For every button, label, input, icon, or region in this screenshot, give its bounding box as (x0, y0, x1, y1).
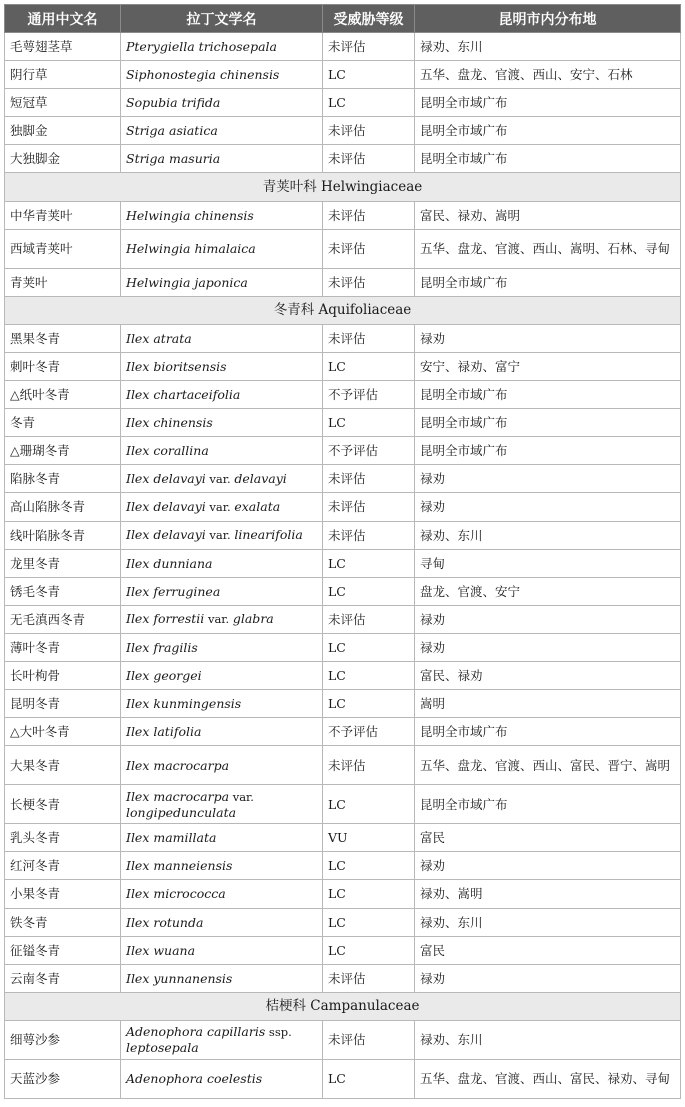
common-name-cell: 独脚金 (5, 117, 121, 145)
common-name-cell: 大独脚金 (5, 145, 121, 173)
common-name-cell: 龙里冬青 (5, 549, 121, 577)
family-name: 青荚叶科 Helwingiaceae (5, 173, 681, 201)
common-name-cell: 黑果冬青 (5, 324, 121, 352)
distribution-cell: 五华、盘龙、官渡、西山、安宁、石林 (415, 61, 681, 89)
table-row (5, 605, 681, 633)
distribution-cell: 昆明全市域广布 (415, 409, 681, 437)
common-name-cell: 云南冬青 (5, 964, 121, 992)
common-name-cell: 大果冬青 (5, 746, 121, 785)
common-name-cell: 毛萼翅茎草 (5, 33, 121, 61)
threat-level-cell: LC (323, 1059, 415, 1098)
table-row (5, 201, 681, 229)
distribution-cell: 富民 (415, 936, 681, 964)
distribution-cell: 禄劝、东川 (415, 1020, 681, 1059)
threat-level-cell: 未评估 (323, 605, 415, 633)
latin-name-part: Ilex manneiensis (126, 858, 233, 874)
threat-level-cell: LC (323, 785, 415, 824)
latin-name-cell (121, 690, 323, 718)
latin-name-cell (121, 465, 323, 493)
header-row (5, 5, 681, 33)
latin-name-part: leptosepala (126, 1040, 199, 1056)
family-name: 桔梗科 Campanulaceae (5, 992, 681, 1020)
table-row (5, 465, 681, 493)
table-row (5, 409, 681, 437)
rank-marker: var. (204, 612, 233, 627)
distribution-cell: 富民、禄劝、嵩明 (415, 201, 681, 229)
threat-level-cell: 未评估 (323, 521, 415, 549)
common-name-cell: 昆明冬青 (5, 690, 121, 718)
latin-name-part: exalata (234, 498, 281, 514)
common-name-cell: 薄叶冬青 (5, 633, 121, 661)
threat-level-cell: LC (323, 633, 415, 661)
table-row (5, 33, 681, 61)
header-distribution: 昆明市内分布地 (415, 5, 681, 33)
threat-level-cell: LC (323, 352, 415, 380)
latin-name-cell (121, 33, 323, 61)
rank-marker: var. (229, 789, 254, 804)
table-row (5, 381, 681, 409)
latin-name-cell (121, 381, 323, 409)
threat-level-cell: 未评估 (323, 746, 415, 785)
common-name-cell: 青荚叶 (5, 268, 121, 296)
threat-level-cell: LC (323, 89, 415, 117)
common-name-cell: 天蓝沙参 (5, 1059, 121, 1098)
threat-level-cell: 未评估 (323, 465, 415, 493)
latin-name-cell (121, 605, 323, 633)
common-name-cell: 陷脉冬青 (5, 465, 121, 493)
distribution-cell: 富民 (415, 824, 681, 852)
latin-name-part: Ilex mamillata (126, 830, 217, 846)
latin-name-part: Helwingia chinensis (126, 207, 254, 223)
table-row (5, 785, 681, 824)
latin-name-cell (121, 1020, 323, 1059)
table-row (5, 61, 681, 89)
latin-name-part: Ilex kunmingensis (126, 696, 242, 712)
latin-name-cell (121, 145, 323, 173)
distribution-cell: 禄劝 (415, 324, 681, 352)
threat-level-cell: 不予评估 (323, 437, 415, 465)
threat-level-cell: 未评估 (323, 1020, 415, 1059)
table-row (5, 493, 681, 521)
distribution-cell: 昆明全市域广布 (415, 381, 681, 409)
latin-name-part: Striga asiatica (126, 123, 218, 139)
common-name-cell: 细萼沙参 (5, 1020, 121, 1059)
common-name-cell: 小果冬青 (5, 880, 121, 908)
latin-name-cell (121, 89, 323, 117)
latin-name-cell (121, 493, 323, 521)
distribution-cell: 禄劝 (415, 633, 681, 661)
latin-name-cell (121, 746, 323, 785)
header-common-name: 通用中文名 (5, 5, 121, 33)
distribution-cell: 昆明全市域广布 (415, 718, 681, 746)
threat-level-cell: LC (323, 908, 415, 936)
distribution-cell: 昆明全市域广布 (415, 145, 681, 173)
threat-level-cell: 不予评估 (323, 381, 415, 409)
latin-name-part: Ilex wuana (126, 942, 196, 958)
header-latin-name: 拉丁文学名 (121, 5, 323, 33)
threat-level-cell: LC (323, 880, 415, 908)
latin-name-part: Sopubia trifida (126, 95, 221, 111)
distribution-cell: 昆明全市域广布 (415, 117, 681, 145)
threat-level-cell: LC (323, 577, 415, 605)
latin-name-cell (121, 117, 323, 145)
latin-name-cell (121, 268, 323, 296)
table-row (5, 824, 681, 852)
table-row (5, 852, 681, 880)
latin-name-part: glabra (232, 611, 274, 627)
latin-name-cell (121, 908, 323, 936)
distribution-cell: 寻甸 (415, 549, 681, 577)
threat-level-cell: LC (323, 690, 415, 718)
latin-name-part: Ilex dunniana (126, 555, 213, 571)
latin-name-part: Ilex delavayi (126, 527, 206, 543)
latin-name-cell (121, 633, 323, 661)
distribution-cell: 禄劝 (415, 493, 681, 521)
latin-name-cell (121, 409, 323, 437)
latin-name-part: Ilex delavayi (126, 498, 206, 514)
threat-level-cell: 未评估 (323, 33, 415, 61)
family-header-row (5, 992, 681, 1020)
distribution-cell: 五华、盘龙、官渡、西山、嵩明、石林、寻甸 (415, 229, 681, 268)
common-name-cell: 阴行草 (5, 61, 121, 89)
latin-name-part: Ilex yunnanensis (126, 970, 233, 986)
table-row (5, 1020, 681, 1059)
latin-name-part: Ilex latifolia (126, 724, 202, 740)
table-row (5, 661, 681, 689)
latin-name-part: Ilex forrestii (126, 611, 205, 627)
distribution-cell: 五华、盘龙、官渡、西山、富民、晋宁、嵩明 (415, 746, 681, 785)
threat-level-cell: 未评估 (323, 964, 415, 992)
distribution-cell: 安宁、禄劝、富宁 (415, 352, 681, 380)
latin-name-cell (121, 824, 323, 852)
threat-level-cell: 未评估 (323, 324, 415, 352)
common-name-cell: △大叶冬青 (5, 718, 121, 746)
distribution-cell: 禄劝、东川 (415, 521, 681, 549)
latin-name-cell (121, 201, 323, 229)
latin-name-part: Ilex chinensis (126, 415, 213, 431)
threat-level-cell: 未评估 (323, 145, 415, 173)
table-row (5, 633, 681, 661)
threat-level-cell: 未评估 (323, 268, 415, 296)
latin-name-part: Ilex delavayi (126, 470, 206, 486)
latin-name-part: Ilex ferruginea (126, 583, 221, 599)
table-row (5, 145, 681, 173)
threat-level-cell: 未评估 (323, 229, 415, 268)
latin-name-part: Ilex micrococca (126, 886, 226, 902)
common-name-cell: 乳头冬青 (5, 824, 121, 852)
distribution-cell: 禄劝、嵩明 (415, 880, 681, 908)
distribution-cell: 盘龙、官渡、安宁 (415, 577, 681, 605)
table-row (5, 549, 681, 577)
table-row (5, 268, 681, 296)
distribution-cell: 五华、盘龙、官渡、西山、富民、禄劝、寻甸 (415, 1059, 681, 1098)
latin-name-cell (121, 549, 323, 577)
common-name-cell: 中华青荚叶 (5, 201, 121, 229)
threat-level-cell: LC (323, 409, 415, 437)
threat-level-cell: LC (323, 549, 415, 577)
distribution-cell: 禄劝 (415, 852, 681, 880)
table-row (5, 324, 681, 352)
threat-level-cell: LC (323, 61, 415, 89)
common-name-cell: 短冠草 (5, 89, 121, 117)
distribution-cell: 禄劝 (415, 465, 681, 493)
latin-name-cell (121, 352, 323, 380)
distribution-cell: 禄劝 (415, 605, 681, 633)
latin-name-part: Pterygiella trichosepala (126, 39, 277, 55)
common-name-cell: 铁冬青 (5, 908, 121, 936)
latin-name-part: Ilex corallina (126, 443, 209, 459)
latin-name-cell (121, 964, 323, 992)
latin-name-part: Helwingia japonica (126, 274, 248, 290)
latin-name-part: Striga masuria (126, 151, 221, 167)
table-row (5, 964, 681, 992)
threat-level-cell: 未评估 (323, 493, 415, 521)
common-name-cell: 冬青 (5, 409, 121, 437)
latin-name-part: Ilex fragilis (126, 639, 198, 655)
distribution-cell: 禄劝、东川 (415, 33, 681, 61)
distribution-cell: 昆明全市域广布 (415, 89, 681, 117)
common-name-cell: 锈毛冬青 (5, 577, 121, 605)
table-row (5, 746, 681, 785)
table-row (5, 690, 681, 718)
latin-name-cell (121, 61, 323, 89)
latin-name-part: Ilex macrocarpa (126, 788, 230, 804)
rank-marker: var. (205, 499, 235, 514)
common-name-cell: 刺叶冬青 (5, 352, 121, 380)
common-name-cell: 征镒冬青 (5, 936, 121, 964)
table-header (5, 5, 681, 33)
common-name-cell: 西域青荚叶 (5, 229, 121, 268)
latin-name-part: Ilex georgei (126, 668, 202, 684)
common-name-cell: 红河冬青 (5, 852, 121, 880)
threat-level-cell: VU (323, 824, 415, 852)
latin-name-part: Ilex rotunda (126, 914, 204, 930)
distribution-cell: 昆明全市域广布 (415, 785, 681, 824)
latin-name-cell (121, 521, 323, 549)
table-body (5, 33, 681, 1099)
latin-name-cell (121, 1059, 323, 1098)
common-name-cell: 高山陷脉冬青 (5, 493, 121, 521)
species-table-container (4, 4, 680, 1099)
distribution-cell: 禄劝 (415, 964, 681, 992)
table-row (5, 117, 681, 145)
distribution-cell: 富民、禄劝 (415, 661, 681, 689)
latin-name-cell (121, 437, 323, 465)
species-table (4, 4, 681, 1099)
table-row (5, 521, 681, 549)
table-row (5, 908, 681, 936)
common-name-cell: 无毛滇西冬青 (5, 605, 121, 633)
latin-name-part: Ilex atrata (126, 330, 192, 346)
latin-name-cell (121, 880, 323, 908)
distribution-cell: 禄劝、东川 (415, 908, 681, 936)
table-row (5, 437, 681, 465)
header-threat-level: 受威胁等级 (323, 5, 415, 33)
latin-name-cell (121, 785, 323, 824)
rank-marker: ssp. (265, 1025, 292, 1040)
latin-name-part: Adenophora coelestis (126, 1071, 263, 1087)
threat-level-cell: LC (323, 852, 415, 880)
latin-name-cell (121, 229, 323, 268)
table-row (5, 1059, 681, 1098)
latin-name-cell (121, 718, 323, 746)
table-row (5, 89, 681, 117)
table-row (5, 936, 681, 964)
common-name-cell: △珊瑚冬青 (5, 437, 121, 465)
latin-name-cell (121, 324, 323, 352)
table-row (5, 880, 681, 908)
latin-name-part: Ilex bioritsensis (126, 358, 227, 374)
threat-level-cell: 未评估 (323, 201, 415, 229)
threat-level-cell: LC (323, 661, 415, 689)
latin-name-part: Ilex macrocarpa (126, 757, 230, 773)
family-name: 冬青科 Aquifoliaceae (5, 296, 681, 324)
latin-name-cell (121, 852, 323, 880)
distribution-cell: 昆明全市域广布 (415, 268, 681, 296)
latin-name-part: Ilex chartaceifolia (126, 387, 241, 403)
latin-name-part: Helwingia himalaica (126, 241, 256, 257)
latin-name-cell (121, 936, 323, 964)
common-name-cell: △纸叶冬青 (5, 381, 121, 409)
family-header-row (5, 296, 681, 324)
threat-level-cell: LC (323, 936, 415, 964)
threat-level-cell: 不予评估 (323, 718, 415, 746)
common-name-cell: 线叶陷脉冬青 (5, 521, 121, 549)
latin-name-cell (121, 661, 323, 689)
table-row (5, 352, 681, 380)
distribution-cell: 昆明全市域广布 (415, 437, 681, 465)
latin-name-part: delavayi (234, 470, 287, 486)
common-name-cell: 长梗冬青 (5, 785, 121, 824)
rank-marker: var. (205, 528, 235, 543)
latin-name-cell (121, 577, 323, 605)
latin-name-part: longipedunculata (126, 804, 237, 820)
distribution-cell: 嵩明 (415, 690, 681, 718)
latin-name-part: Adenophora capillaris (126, 1024, 266, 1040)
table-row (5, 577, 681, 605)
rank-marker: var. (205, 471, 235, 486)
common-name-cell: 长叶枸骨 (5, 661, 121, 689)
family-header-row (5, 173, 681, 201)
threat-level-cell: 未评估 (323, 117, 415, 145)
table-row (5, 718, 681, 746)
table-row (5, 229, 681, 268)
latin-name-part: linearifolia (234, 527, 303, 543)
latin-name-part: Siphonostegia chinensis (126, 67, 280, 83)
